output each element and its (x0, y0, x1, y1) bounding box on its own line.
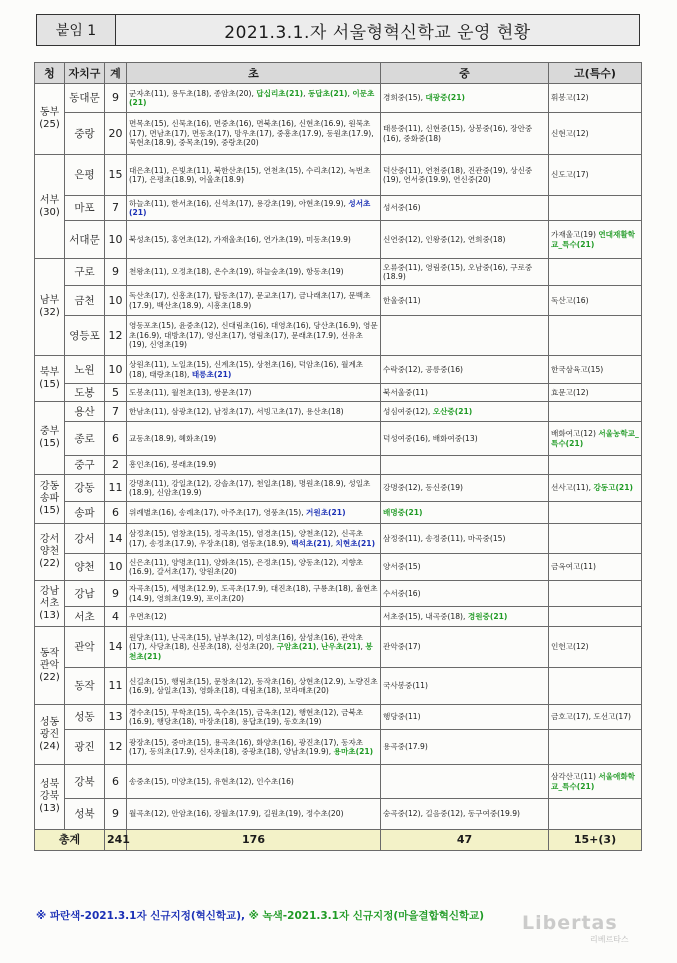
district-cell: 송파 (65, 502, 105, 524)
school-list-text: 덕산중(11), 연천중(18), 진관중(19), 상신중(19), 연서중(19.9), 연신중(20) (383, 165, 533, 184)
table-row (35, 668, 642, 705)
count-cell: 11 (105, 668, 127, 705)
district-cell: 도봉 (65, 384, 105, 402)
school-list-text: 수락중(12), 공릉중(16) (383, 364, 464, 374)
mid-schools-cell (381, 155, 549, 196)
school-list-text: 관악중(17) (383, 642, 421, 652)
elem-schools-cell (127, 113, 381, 155)
school-list-text: 우면초(12) (129, 611, 167, 621)
school-list-text: 천왕초(11), 오정초(18), 온수초(19), 하늘숲초(19), 항동초(19) (129, 267, 344, 277)
table-row (35, 155, 642, 196)
high-schools-cell (549, 554, 642, 581)
school-list-text: 삼정초(15), 염창초(15), 정곡초(15), 염경초(15), 양천초(12), 신곡초(17), 송정초(17.9), 우장초(18), 염동초(18.9), (129, 529, 364, 548)
high-schools-cell (549, 422, 642, 456)
district-cell: 동작 (65, 668, 105, 705)
region-cell: 북부 (15) (35, 356, 65, 402)
high-schools-cell (549, 316, 642, 356)
count-cell: 9 (105, 581, 127, 607)
school-name-green: 배명중(21) (383, 507, 423, 517)
school-list-text: 강명중(12), 동신중(19) (383, 483, 464, 493)
high-schools-cell (549, 475, 642, 502)
mid-schools-cell (381, 627, 549, 668)
region-cell: 성북 강북 (13) (35, 765, 65, 830)
total-high: 15+(3) (549, 830, 642, 851)
table-row (35, 196, 642, 221)
count-cell: 10 (105, 286, 127, 316)
school-list-text: 군자초(11), 용두초(18), 종암초(20), (129, 88, 257, 98)
elem-schools-cell (127, 356, 381, 384)
elem-schools-cell (127, 384, 381, 402)
mid-schools-cell (381, 554, 549, 581)
table-row (35, 356, 642, 384)
table-row (35, 221, 642, 259)
school-list-text: , (330, 538, 336, 548)
table-row (35, 286, 642, 316)
high-schools-cell (549, 799, 642, 830)
document-header (36, 14, 640, 46)
high-schools-cell (549, 607, 642, 627)
district-cell: 은평 (65, 155, 105, 196)
watermark-logo: Libertas (522, 912, 618, 934)
count-cell: 20 (105, 113, 127, 155)
school-list-text: 선사고(11), (551, 483, 594, 493)
count-cell: 4 (105, 607, 127, 627)
col-header-high: 고(특수) (549, 63, 642, 84)
district-cell: 구로 (65, 259, 105, 286)
high-schools-cell (549, 765, 642, 799)
high-schools-cell (549, 155, 642, 196)
mid-schools-cell (381, 799, 549, 830)
mid-schools-cell (381, 502, 549, 524)
mid-schools-cell (381, 384, 549, 402)
total-elementary: 176 (127, 830, 381, 851)
mid-schools-cell (381, 456, 549, 475)
school-list-text: 효문고(12) (551, 387, 589, 397)
mid-schools-cell (381, 668, 549, 705)
col-header-middle: 중 (381, 63, 549, 84)
district-cell: 중랑 (65, 113, 105, 155)
mid-schools-cell (381, 84, 549, 113)
high-schools-cell (549, 356, 642, 384)
school-list-text: , (303, 88, 308, 98)
count-cell: 7 (105, 402, 127, 422)
school-list-text: 북서울중(11) (383, 387, 428, 397)
school-list-text: 수서중(16) (383, 588, 421, 598)
elem-schools-cell (127, 705, 381, 730)
elem-schools-cell (127, 221, 381, 259)
mid-schools-cell (381, 705, 549, 730)
count-cell: 9 (105, 799, 127, 830)
footnote (36, 908, 484, 923)
mid-schools-cell (381, 765, 549, 799)
high-schools-cell (549, 402, 642, 422)
district-cell: 동대문 (65, 84, 105, 113)
school-list-text: 덕성여중(16), 배화여중(13) (383, 433, 478, 443)
high-schools-cell (549, 581, 642, 607)
school-list-text: 독산고(16) (551, 295, 589, 305)
school-list-text: 금호고(17), 도선고(17) (551, 712, 632, 722)
table-row (35, 475, 642, 502)
school-list-text: 인헌고(12) (551, 642, 589, 652)
mid-schools-cell (381, 316, 549, 356)
elem-schools-cell (127, 581, 381, 607)
elem-schools-cell (127, 765, 381, 799)
count-cell: 10 (105, 554, 127, 581)
high-schools-cell (549, 286, 642, 316)
high-schools-cell (549, 456, 642, 475)
document-title: 2021.3.1.자 서울형혁신학교 운영 현황 (116, 14, 640, 46)
school-list-text: 흥인초(16), 봉래초(19.9) (129, 460, 217, 470)
school-list-text: 한울중(11) (383, 295, 421, 305)
school-list-text: , (347, 88, 353, 98)
school-name-green: 용마초(21) (333, 747, 374, 756)
school-list-text: 신도고(17) (551, 170, 589, 180)
school-list-text: 신길초(15), 행림초(15), 문창초(12), 동작초(16), 상현초(12.9), 노량진초(16.9), 삼일초(13), 영화초(18), 대림초(18), 보라매초(20) (129, 676, 378, 695)
elem-schools-cell (127, 286, 381, 316)
mid-schools-cell (381, 475, 549, 502)
high-schools-cell (549, 113, 642, 155)
district-cell: 강북 (65, 765, 105, 799)
school-name-green: 서울농학교_특수(21) (551, 429, 639, 448)
table-row (35, 581, 642, 607)
col-header-elementary: 초 (127, 63, 381, 84)
count-cell: 6 (105, 422, 127, 456)
high-schools-cell (549, 84, 642, 113)
school-list-text: 한국삼육고(15) (551, 364, 604, 374)
elem-schools-cell (127, 456, 381, 475)
school-list-text: 용곡중(17.9) (383, 742, 428, 752)
school-name-green: 경원중(21) (467, 611, 508, 621)
school-list-text: 상원초(11), 노일초(15), 신계초(15), 상천초(16), 덕암초(16), 월계초(18), 태랑초(18), (129, 360, 364, 379)
mid-schools-cell (381, 402, 549, 422)
mid-schools-cell (381, 730, 549, 765)
elem-schools-cell (127, 155, 381, 196)
school-name-blue: 백석초(21) (291, 538, 331, 548)
school-list-text: 금옥여고(11) (551, 562, 596, 572)
school-list-text: 신은초(11), 양명초(11), 양화초(15), 은정초(15), 양동초(12), 지향초(16.9), 갈서초(17), 양원초(20) (129, 557, 364, 576)
table-row (35, 113, 642, 155)
mid-schools-cell (381, 286, 549, 316)
elem-schools-cell (127, 524, 381, 554)
total-middle: 47 (381, 830, 549, 851)
elem-schools-cell (127, 627, 381, 668)
region-cell: 동부 (25) (35, 84, 65, 155)
district-cell: 강동 (65, 475, 105, 502)
school-list-text: , (316, 642, 322, 652)
elem-schools-cell (127, 799, 381, 830)
count-cell: 14 (105, 524, 127, 554)
school-list-text: , (360, 642, 366, 652)
district-cell: 영등포 (65, 316, 105, 356)
col-header-count: 계 (105, 63, 127, 84)
region-cell: 강서 양천 (22) (35, 524, 65, 581)
school-name-blue: 태릉초(21) (191, 369, 232, 379)
school-list-text: 행당중(11) (383, 712, 421, 722)
count-cell: 12 (105, 730, 127, 765)
district-cell: 강남 (65, 581, 105, 607)
table-row (35, 765, 642, 799)
total-row (35, 830, 642, 851)
high-schools-cell (549, 730, 642, 765)
school-list-text: 서초중(15), 내곡중(18), (383, 611, 468, 621)
table-row (35, 316, 642, 356)
table-row (35, 799, 642, 830)
district-cell: 관악 (65, 627, 105, 668)
school-list-text: 강명초(11), 강일초(12), 강솔초(17), 천일초(18), 명원초(18.9), 성일초(18.9), 신암초(19.9) (129, 478, 371, 497)
district-cell: 서초 (65, 607, 105, 627)
school-name-blue: 성서초(21) (129, 198, 371, 217)
school-list-text: 송중초(15), 미양초(15), 유현초(12), 인수초(16) (129, 776, 294, 786)
count-cell: 9 (105, 259, 127, 286)
elem-schools-cell (127, 607, 381, 627)
elem-schools-cell (127, 84, 381, 113)
count-cell: 15 (105, 155, 127, 196)
school-list-text: 국사봉중(11) (383, 681, 428, 691)
school-name-green: 대광중(21) (425, 93, 465, 103)
school-list-text: 가재울고(19) (551, 230, 599, 240)
elem-schools-cell (127, 475, 381, 502)
region-cell: 성동 광진 (24) (35, 705, 65, 765)
count-cell: 13 (105, 705, 127, 730)
count-cell: 10 (105, 356, 127, 384)
table-row (35, 384, 642, 402)
school-list-text: 하늘초(11), 한서초(16), 신석초(17), 용강초(19), 아현초(19.9), (129, 198, 349, 208)
school-list-text: 대은초(11), 은빛초(11), 북한산초(15), 연천초(15), 수리초(12), 녹번초(17), 은평초(18.9), 어울초(18.9) (129, 165, 371, 184)
col-header-cheong: 청 (35, 63, 65, 84)
school-list-text: 원당초(11), 난곡초(15), 남부초(12), 미성초(16), 삼성초(16), 관악초(17), 사당초(18), 신봉초(18), 신성초(20), (129, 632, 364, 652)
school-list-text: 경희중(15), (383, 93, 426, 103)
elem-schools-cell (127, 402, 381, 422)
count-cell: 10 (105, 221, 127, 259)
mid-schools-cell (381, 422, 549, 456)
mid-schools-cell (381, 221, 549, 259)
school-list-text: 영동포초(15), 윤중초(12), 신대림초(16), 대영초(16), 당산초(16.9), 영문초(16.9), 대방초(17), 영신초(17), 영림초(17), 문래초(17.9), 선유초(19), 신영초(19) (129, 321, 378, 350)
elem-schools-cell (127, 554, 381, 581)
school-list-text: 자곡초(15), 세명초(12.9), 도곡초(17.9), 대진초(18), 구룡초(18), 율현초(14.9), 영희초(19.9), 포이초(20) (129, 584, 378, 603)
col-header-gu: 자치구 (65, 63, 105, 84)
table-header-row (35, 63, 642, 84)
school-name-green: 답십리초(21) (256, 88, 304, 98)
mid-schools-cell (381, 259, 549, 286)
count-cell: 6 (105, 502, 127, 524)
table-row (35, 502, 642, 524)
school-list-text: 교동초(18.9), 혜화초(19) (129, 433, 217, 443)
count-cell: 7 (105, 196, 127, 221)
school-name-green: 연대재활학교_특수(21) (551, 230, 636, 249)
count-cell: 11 (105, 475, 127, 502)
count-cell: 12 (105, 316, 127, 356)
region-cell: 서부 (30) (35, 155, 65, 259)
school-name-blue: 거원초(21) (306, 507, 346, 517)
table-row (35, 607, 642, 627)
high-schools-cell (549, 502, 642, 524)
school-name-green: 구암초(21) (276, 642, 317, 652)
high-schools-cell (549, 705, 642, 730)
school-name-blue: 치현초(21) (335, 538, 376, 548)
table-row (35, 456, 642, 475)
elem-schools-cell (127, 502, 381, 524)
district-cell: 금천 (65, 286, 105, 316)
footnote-green: ※ 녹색-2021.3.1자 신규지정(마을결합혁신학교) (245, 910, 485, 922)
elem-schools-cell (127, 422, 381, 456)
region-cell: 강동 송파 (15) (35, 475, 65, 524)
table-row (35, 402, 642, 422)
table-row (35, 524, 642, 554)
high-schools-cell (549, 259, 642, 286)
mid-schools-cell (381, 113, 549, 155)
school-name-green: 봉천초(21) (129, 642, 373, 661)
district-cell: 양천 (65, 554, 105, 581)
mid-schools-cell (381, 607, 549, 627)
school-list-text: 위례별초(16), 송례초(17), 아주초(17), 영풍초(15), (129, 507, 307, 517)
total-count: 241 (105, 830, 127, 851)
school-list-text: 휘봉고(12) (551, 93, 589, 103)
district-cell: 중구 (65, 456, 105, 475)
district-cell: 성동 (65, 705, 105, 730)
school-list-text: 성심여중(12), (383, 406, 433, 416)
school-name-green: 동답초(21) (307, 88, 348, 98)
footnote-blue: ※ 파란색-2021.3.1자 신규지정(혁신학교), (36, 910, 245, 922)
high-schools-cell (549, 221, 642, 259)
school-list-text: 월곡초(12), 안암초(16), 장월초(17.9), 길원초(19), 정수초(20) (129, 809, 344, 819)
count-cell: 6 (105, 765, 127, 799)
school-list-text: 경수초(15), 무학초(15), 옥수초(15), 금옥초(12), 행현초(12), 금북초(16.9), 행당초(18), 마장초(18), 용답초(19), 동호초(19) (129, 707, 364, 726)
mid-schools-cell (381, 356, 549, 384)
mid-schools-cell (381, 581, 549, 607)
school-status-table (34, 62, 642, 851)
school-name-green: 서울애화학교_특수(21) (551, 772, 636, 791)
attachment-tag: 붙임 1 (36, 14, 116, 46)
elem-schools-cell (127, 259, 381, 286)
district-cell: 용산 (65, 402, 105, 422)
school-list-text: 독산초(17), 신흥초(17), 탑동초(17), 문교초(17), 금나래초(17), 문백초(17.9), 백산초(18.9), 시흥초(18.9) (129, 291, 371, 310)
school-list-text: 숭곡중(12), 길음중(12), 동구여중(19.9) (383, 809, 521, 819)
district-cell: 종로 (65, 422, 105, 456)
school-list-text: 면목초(15), 신묵초(16), 면중초(16), 면북초(16), 신현초(16.9), 원묵초(17), 면남초(17), 면동초(17), 망우초(17), 중흥초(17.9), 동원초(17.9), 묵현초(18.9), 중목초(19), 중랑초(20) (129, 119, 374, 148)
school-list-text: 배화여고(12) (551, 429, 599, 439)
elem-schools-cell (127, 668, 381, 705)
district-cell: 노원 (65, 356, 105, 384)
district-cell: 성북 (65, 799, 105, 830)
district-cell: 마포 (65, 196, 105, 221)
count-cell: 5 (105, 384, 127, 402)
school-list-text: 한남초(11), 삼광초(12), 남정초(17), 서빙고초(17), 용산초(18) (129, 406, 344, 416)
school-list-text: 성서중(16) (383, 203, 421, 213)
table-row (35, 84, 642, 113)
table-row (35, 422, 642, 456)
table-row (35, 627, 642, 668)
high-schools-cell (549, 627, 642, 668)
school-list-text: 태릉중(11), 신현중(15), 상봉중(16), 장안중(16), 중화중(18) (383, 124, 533, 143)
table-row (35, 554, 642, 581)
school-name-green: 강동고(21) (593, 483, 633, 493)
mid-schools-cell (381, 196, 549, 221)
table-row (35, 705, 642, 730)
table-row (35, 730, 642, 765)
school-list-text: 광장초(15), 중마초(15), 용곡초(16), 화양초(16), 광진초(17), 동자초(17), 동의초(17.9), 신자초(18), 중광초(18), 양남초(19.9), (129, 737, 364, 756)
elem-schools-cell (127, 316, 381, 356)
high-schools-cell (549, 196, 642, 221)
school-list-text: 오류중(11), 영림중(15), 오남중(16), 구로중(18.9) (383, 262, 533, 281)
region-cell: 강남 서초 (13) (35, 581, 65, 627)
region-cell: 동작 관악 (22) (35, 627, 65, 705)
school-list-text: 도봉초(11), 월천초(13), 쌍문초(17) (129, 387, 252, 397)
district-cell: 강서 (65, 524, 105, 554)
elem-schools-cell (127, 730, 381, 765)
school-list-text: 신연중(12), 인왕중(12), 연희중(18) (383, 234, 506, 244)
district-cell: 광진 (65, 730, 105, 765)
table-row (35, 259, 642, 286)
elem-schools-cell (127, 196, 381, 221)
school-list-text: 신현고(12) (551, 128, 589, 138)
school-name-green: 이문초(21) (129, 88, 375, 107)
total-label: 총계 (35, 830, 105, 851)
school-list-text: 삼각산고(11) (551, 772, 599, 782)
school-name-green: 오산중(21) (432, 406, 473, 416)
mid-schools-cell (381, 524, 549, 554)
school-list-text: 삼정중(11), 송정중(11), 마곡중(15) (383, 533, 506, 543)
high-schools-cell (549, 384, 642, 402)
region-cell: 남부 (32) (35, 259, 65, 356)
count-cell: 9 (105, 84, 127, 113)
school-list-text: 양서중(15) (383, 562, 421, 572)
school-list-text: 북성초(15), 홍연초(12), 가재울초(16), 연가초(19), 미동초(19.9) (129, 234, 351, 244)
count-cell: 14 (105, 627, 127, 668)
count-cell: 2 (105, 456, 127, 475)
watermark-sub: 리베르타스 (590, 935, 629, 944)
high-schools-cell (549, 668, 642, 705)
school-name-green: 난우초(21) (321, 642, 361, 652)
high-schools-cell (549, 524, 642, 554)
district-cell: 서대문 (65, 221, 105, 259)
region-cell: 중부 (15) (35, 402, 65, 475)
